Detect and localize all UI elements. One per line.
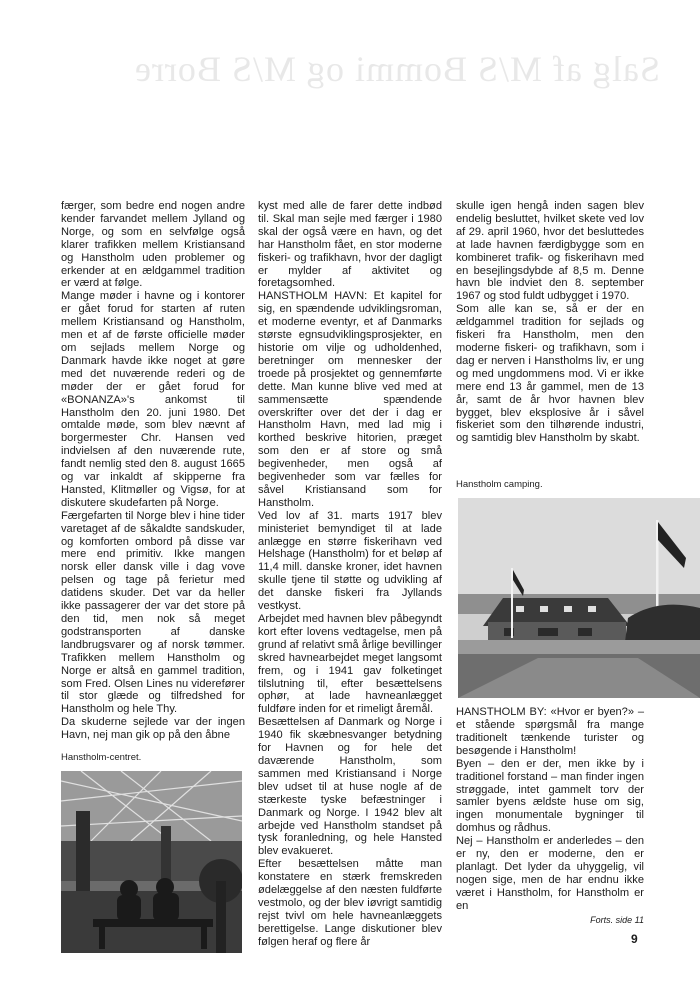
page-number: 9 [631, 932, 638, 946]
paragraph: HANSTHOLM HAVN: Et kapitel for sig, en spændende udviklingsroman, et moderne eventyr, et af Danmarks største egnsudviklingsprosjekter, en historie om vilje og udholdenhed, beretninger om mennesker der troede på prosjektet og gennemførte dette. Man kunne blive ved med at sammensætte spændende overskrifter over det der i dag er Hanstholm Havn, med lad mig i korthed beskrive hitorien, præget som den er af store og små begivenheder, men også af begivenheder som var fælles for såvel Kristiansand som for Hanstholm. [258, 290, 442, 509]
paragraph: Byen – den er der, men ikke by i traditionel forstand – man finder ingen strøggade, intet gammelt torv der samler byens ældste huse om sig, ingen monumentale bygninger til domhus og rådhus. [456, 757, 644, 835]
paragraph: Nej – Hanstholm er anderledes – den er ny, den er moderne, den er planlagt. Det lyder da uhyggelig, vil nogen sige, men de har endnu ikke været i Hanstholm, for Hanstholm er en [456, 835, 644, 912]
column-3 [456, 200, 644, 927]
show-through-title: Salg af M/S Bommi og M/S Borre [133, 49, 660, 89]
mall-interior-image [61, 771, 242, 953]
hanstholm-camping-photo [458, 498, 700, 698]
photo-caption: Hanstholm-centret. [61, 752, 142, 764]
paragraph: Da skuderne sejlede var der ingen Havn, nej man gik op på den åbne [61, 716, 245, 742]
column-2 [258, 200, 442, 949]
paragraph: Arbejdet med havnen blev påbegyndt kort efter lovens vedtagelse, men på grund af relativt små årlige bevillinger skred havnearbejdet meget langsomt frem, og i 1941 gav folketinget tilslutning til, efter besættelsens ophør, at lade havneanlægget fuldføre inden for et rimeligt åremål. [258, 613, 442, 716]
paragraph: Mange møder i havne og i kontorer er gået forud for starten af ruten mellem Kristiansand og Hanstholm, men et af de første officielle møder om sejlads mellem Norge og Danmark havde ikke noget at gøre med det nuværende rederi og de møder der er gået forud for «BONANZA»'s ankomst til Hanstholm den 20. juni 1980. Det omtalde møde, som blev nævnt af borgermester Chr. Hansen ved indvielsen af den nuværende rute, fandt nemlig sted den 8. august 1665 og var inkaldt af skipperne fra Hansted, Klitmøller og Vigsø, for at diskutere skudefarten på Norge. [61, 290, 245, 509]
column-1 [61, 200, 245, 953]
hanstholm-centret-photo [61, 771, 242, 953]
paragraph: skulle igen hengå inden sagen blev endelig besluttet, hvilket skete ved lov af 29. april 1960, hvor det besluttedes at lade havnen færdigbygge som en kombineret trafik- og fiskerihavn med en besejlingsdybde af 8,5 m. Denne havn ble indviet den 8. september 1967 og stod fuldt udbygget i 1970. [456, 200, 644, 303]
paragraph: Efter besættelsen måtte man konstatere en stærk fremskreden ødelæggelse af den næsten fuldførte vestmolo, og der blev iøvrigt samtidig rejst tvivl om hele havneanlæggets berettigelse. Lange diskutioner blev følgen heraf og flere år [258, 858, 442, 948]
continued-note: Forts. side 11 [590, 914, 644, 925]
paragraph: Besættelsen af Danmark og Norge i 1940 fik skæbnesvanger betydning for Havnen og for hele det daværende Hanstholm, som sammen med Kristiansand i Norge blev udset til at huse nogle af de stærkeste tyske befæstninger i Danmark og Norge. I 1942 blev alt arbejde ved Hanstholm standset på tysk foranledning, og hele Hansted blev evakueret. [258, 716, 442, 858]
photo-caption: Hanstholm camping. [456, 479, 543, 491]
paragraph: HANSTHOLM BY: «Hvor er byen?» – et stående spørgsmål fra mange traditionelt tænkende turister og besøgende i Hanstholm! [456, 706, 644, 757]
paragraph: Færgefarten til Norge blev i hine tider varetaget af de såkaldte sandskuder, og komforten ombord på disse var mere end primitiv. Ikke mangen norsk eller dansk ville i dag vove pelsen og tage på ferietur med datidens skuder. Det var da heller ikke passagerer der var det store på den tid, men nok så meget godstransporten af danske landbrugsvarer og af norsk tømmer. Trafikken mellem Hanstholm og Norge er altså en gammel tradition, som Fred. Olsen Lines nu viderefører til stor glæde og tilfredshed for Hanstholm og hele Thy. [61, 509, 245, 716]
paragraph: Som alle kan se, så er der en ældgammel tradition for sejlads og fiskeri fra Hanstholm, men den moderne fiskeri- og trafikhavn, som i dag er nerven i Hanstholms liv, er ung og med ungdommens mod. Vi er ikke mere end 13 år gammel, men de 13 år, samt de år hvor havnen blev bygget, blev eksplosive år i såvel fiskeriet som den tilhørende industri, og samtidig blev Hanstholm by skabt. [456, 303, 644, 445]
paragraph: kyst med alle de farer dette indbød til. Skal man sejle med færger i 1980 skal der også være en havn, og det har Hanstholm fået, en stor moderne fiskeri- og trafikhavn, hvor der dagligt er mylder af aktivitet og foretagsomhed. [258, 200, 442, 290]
camping-building-image [458, 498, 700, 698]
paragraph: færger, som bedre end nogen andre kender farvandet mellem Jylland og Norge, og som en selvfølge også klarer trafikken mellem Kristiansand og Hanstholm uden problemer og erkender at en ældgammel tradition er værd at følge. [61, 200, 245, 290]
paragraph: Ved lov af 31. marts 1917 blev ministeriet bemyndiget til at lade anlægge en større fiskerihavn ved Helshage (Hanstholm) for et beløp af 11,4 mill. danske kroner, idet havnen skulle tjene til støtte og udvikling af det danske fiskeri fra Jyllands vestkyst. [258, 509, 442, 613]
